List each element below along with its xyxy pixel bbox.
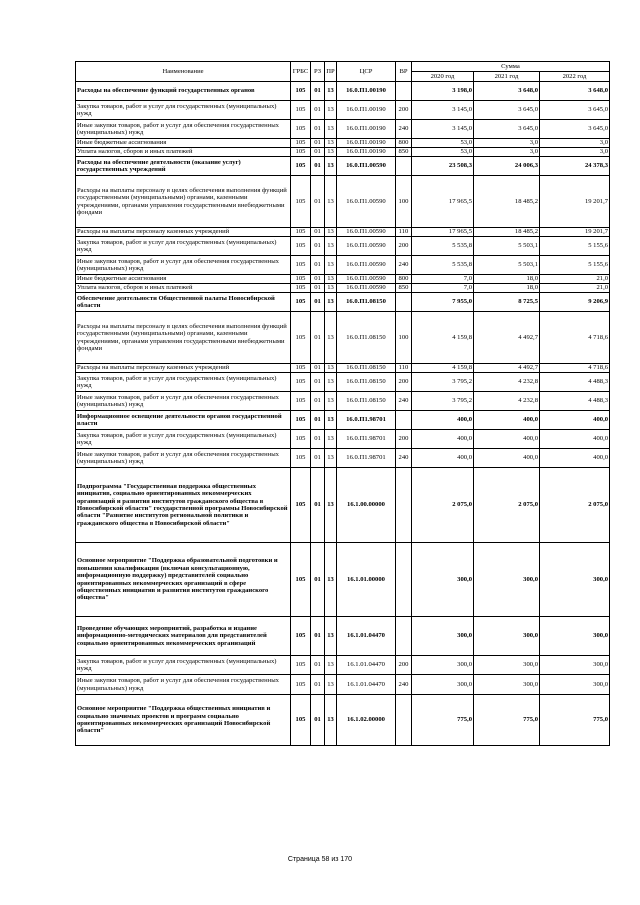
row-grbs: 105 (291, 468, 311, 543)
row-rz: 01 (311, 284, 325, 293)
row-csr: 16.0.П1.00590 (337, 237, 396, 256)
row-grbs: 105 (291, 293, 311, 312)
row-rz: 01 (311, 617, 325, 656)
row-pr: 13 (325, 120, 337, 139)
row-pr: 13 (325, 82, 337, 101)
row-pr: 13 (325, 256, 337, 275)
header-sum: Сумма (412, 62, 610, 72)
row-value-2022: 21,0 (540, 275, 610, 284)
row-vr: 200 (396, 101, 412, 120)
row-csr: 16.0.П1.00590 (337, 275, 396, 284)
row-csr: 16.1.01.04470 (337, 617, 396, 656)
row-value-2020: 300,0 (412, 675, 474, 695)
row-vr (396, 543, 412, 617)
row-grbs: 105 (291, 139, 311, 148)
row-value-2020: 3 795,2 (412, 373, 474, 392)
row-value-2022: 300,0 (540, 656, 610, 675)
row-value-2021: 3 645,0 (474, 120, 540, 139)
table-row (76, 312, 610, 364)
table-row (76, 237, 610, 256)
row-name: Закупка товаров, работ и услуг для государственных (муниципальных) нужд (76, 101, 291, 120)
row-value-2020: 400,0 (412, 411, 474, 430)
row-grbs: 105 (291, 120, 311, 139)
row-grbs: 105 (291, 228, 311, 237)
row-rz: 01 (311, 312, 325, 364)
row-name: Расходы на выплаты персоналу казенных учреждений (76, 364, 291, 373)
row-rz: 01 (311, 148, 325, 157)
row-value-2021: 3,0 (474, 148, 540, 157)
table-row (76, 695, 610, 746)
row-rz: 01 (311, 449, 325, 468)
header-year-2022: 2022 год (540, 72, 610, 82)
row-value-2021: 24 006,3 (474, 157, 540, 176)
row-pr: 13 (325, 411, 337, 430)
row-csr: 16.0.П1.00190 (337, 139, 396, 148)
row-value-2022: 5 155,6 (540, 256, 610, 275)
row-pr: 13 (325, 449, 337, 468)
row-value-2021: 5 503,1 (474, 256, 540, 275)
row-value-2021: 400,0 (474, 430, 540, 449)
row-name: Подпрограмма "Государственная поддержка общественных инициатив, социально ориентированных некоммерческих организаций и развития институтов гражданского общества в Новосибирской области" государственной программы Новосибирской области "Развитие институтов региональной политики и гражданского общества в Новосибирской области" (76, 468, 291, 543)
row-value-2020: 400,0 (412, 449, 474, 468)
row-pr: 13 (325, 468, 337, 543)
row-value-2021: 300,0 (474, 617, 540, 656)
row-value-2020: 7 955,0 (412, 293, 474, 312)
row-pr: 13 (325, 392, 337, 411)
table-row (76, 656, 610, 675)
row-rz: 01 (311, 139, 325, 148)
row-vr (396, 468, 412, 543)
row-vr (396, 617, 412, 656)
row-rz: 01 (311, 373, 325, 392)
row-vr: 240 (396, 256, 412, 275)
row-value-2022: 5 155,6 (540, 237, 610, 256)
table-row (76, 430, 610, 449)
row-value-2022: 4 718,6 (540, 312, 610, 364)
row-csr: 16.0.П1.08150 (337, 373, 396, 392)
row-value-2020: 17 965,5 (412, 228, 474, 237)
row-value-2021: 300,0 (474, 656, 540, 675)
row-name: Проведение обучающих мероприятий, разработка и издание информационно-методических материалов для представителей социально ориентированных некоммерческих организаций (76, 617, 291, 656)
row-csr: 16.1.01.04470 (337, 656, 396, 675)
row-value-2020: 3 198,0 (412, 82, 474, 101)
row-rz: 01 (311, 275, 325, 284)
row-pr: 13 (325, 237, 337, 256)
row-value-2021: 300,0 (474, 543, 540, 617)
row-value-2021: 8 725,5 (474, 293, 540, 312)
row-vr: 800 (396, 275, 412, 284)
row-name: Иные закупки товаров, работ и услуг для обеспечения государственных (муниципальных) нужд (76, 675, 291, 695)
table-row (76, 373, 610, 392)
row-value-2022: 400,0 (540, 449, 610, 468)
row-vr: 100 (396, 312, 412, 364)
table-row (76, 139, 610, 148)
row-vr: 200 (396, 373, 412, 392)
table-row (76, 120, 610, 139)
row-value-2020: 300,0 (412, 617, 474, 656)
table-row (76, 228, 610, 237)
row-value-2022: 300,0 (540, 617, 610, 656)
row-grbs: 105 (291, 449, 311, 468)
row-value-2021: 3 648,0 (474, 82, 540, 101)
row-value-2022: 400,0 (540, 411, 610, 430)
row-value-2022: 2 075,0 (540, 468, 610, 543)
row-rz: 01 (311, 392, 325, 411)
row-csr: 16.1.02.00000 (337, 695, 396, 746)
row-vr: 100 (396, 176, 412, 228)
row-grbs: 105 (291, 237, 311, 256)
row-grbs: 105 (291, 148, 311, 157)
row-pr: 13 (325, 176, 337, 228)
row-rz: 01 (311, 157, 325, 176)
row-value-2020: 23 508,3 (412, 157, 474, 176)
row-pr: 13 (325, 293, 337, 312)
header-year-2020: 2020 год (412, 72, 474, 82)
row-value-2020: 3 145,0 (412, 101, 474, 120)
row-value-2022: 19 201,7 (540, 228, 610, 237)
row-vr (396, 157, 412, 176)
row-value-2022: 9 206,9 (540, 293, 610, 312)
row-name: Расходы на обеспечение деятельности (оказание услуг) государственных учреждений (76, 157, 291, 176)
header-grbs: ГРБС (291, 62, 311, 82)
row-rz: 01 (311, 176, 325, 228)
row-value-2021: 400,0 (474, 449, 540, 468)
row-value-2021: 18,0 (474, 275, 540, 284)
table-row (76, 617, 610, 656)
row-vr: 110 (396, 228, 412, 237)
row-name: Расходы на обеспечение функций государственных органов (76, 82, 291, 101)
row-vr: 800 (396, 139, 412, 148)
row-value-2021: 4 232,8 (474, 392, 540, 411)
row-grbs: 105 (291, 430, 311, 449)
row-name: Информационное освещение деятельности органов государственной власти (76, 411, 291, 430)
row-value-2020: 53,0 (412, 148, 474, 157)
table-row (76, 101, 610, 120)
row-rz: 01 (311, 256, 325, 275)
row-rz: 01 (311, 430, 325, 449)
header-pr: ПР (325, 62, 337, 82)
row-name: Закупка товаров, работ и услуг для государственных (муниципальных) нужд (76, 430, 291, 449)
row-pr: 13 (325, 284, 337, 293)
row-vr: 240 (396, 120, 412, 139)
row-name: Расходы на выплаты персоналу в целях обеспечения выполнения функций государственными (муниципальными) органами, казенными учреждениями, органами управления государственными внебюджетными фондами (76, 176, 291, 228)
row-rz: 01 (311, 293, 325, 312)
row-grbs: 105 (291, 275, 311, 284)
row-name: Закупка товаров, работ и услуг для государственных (муниципальных) нужд (76, 373, 291, 392)
row-rz: 01 (311, 120, 325, 139)
row-rz: 01 (311, 411, 325, 430)
row-grbs: 105 (291, 82, 311, 101)
row-vr: 200 (396, 430, 412, 449)
row-csr: 16.0.П1.00190 (337, 101, 396, 120)
table-row (76, 284, 610, 293)
header-name: Наименование (76, 62, 291, 82)
row-value-2021: 400,0 (474, 411, 540, 430)
row-name: Закупка товаров, работ и услуг для государственных (муниципальных) нужд (76, 656, 291, 675)
row-grbs: 105 (291, 373, 311, 392)
row-grbs: 105 (291, 157, 311, 176)
row-csr: 16.0.П1.00190 (337, 120, 396, 139)
row-pr: 13 (325, 148, 337, 157)
row-value-2022: 4 718,6 (540, 364, 610, 373)
row-value-2020: 4 159,8 (412, 364, 474, 373)
row-vr (396, 293, 412, 312)
header-rz: РЗ (311, 62, 325, 82)
row-rz: 01 (311, 695, 325, 746)
row-value-2022: 3,0 (540, 148, 610, 157)
row-value-2020: 400,0 (412, 430, 474, 449)
row-name: Расходы на выплаты персоналу казенных учреждений (76, 228, 291, 237)
row-value-2021: 300,0 (474, 675, 540, 695)
row-vr (396, 411, 412, 430)
row-value-2022: 400,0 (540, 430, 610, 449)
row-value-2022: 21,0 (540, 284, 610, 293)
row-csr: 16.0.П1.08150 (337, 312, 396, 364)
row-csr: 16.0.П1.00590 (337, 157, 396, 176)
row-rz: 01 (311, 82, 325, 101)
row-pr: 13 (325, 695, 337, 746)
row-grbs: 105 (291, 256, 311, 275)
row-name: Иные бюджетные ассигнования (76, 139, 291, 148)
row-value-2021: 5 503,1 (474, 237, 540, 256)
row-value-2022: 300,0 (540, 543, 610, 617)
row-value-2020: 4 159,8 (412, 312, 474, 364)
row-rz: 01 (311, 101, 325, 120)
row-vr (396, 695, 412, 746)
row-pr: 13 (325, 312, 337, 364)
row-csr: 16.0.П1.08150 (337, 293, 396, 312)
row-grbs: 105 (291, 617, 311, 656)
row-value-2022: 3 645,0 (540, 120, 610, 139)
budget-table (75, 61, 610, 746)
row-value-2021: 2 075,0 (474, 468, 540, 543)
row-vr (396, 82, 412, 101)
row-vr: 200 (396, 237, 412, 256)
row-value-2022: 3 645,0 (540, 101, 610, 120)
row-name: Иные бюджетные ассигнования (76, 275, 291, 284)
table-row (76, 275, 610, 284)
row-vr: 240 (396, 392, 412, 411)
table-row (76, 411, 610, 430)
table-row (76, 392, 610, 411)
row-value-2020: 775,0 (412, 695, 474, 746)
row-pr: 13 (325, 139, 337, 148)
row-pr: 13 (325, 430, 337, 449)
table-row (76, 675, 610, 695)
row-rz: 01 (311, 237, 325, 256)
row-value-2021: 4 492,7 (474, 312, 540, 364)
row-value-2020: 5 535,8 (412, 256, 474, 275)
row-rz: 01 (311, 228, 325, 237)
row-vr: 200 (396, 656, 412, 675)
row-name: Иные закупки товаров, работ и услуг для обеспечения государственных (муниципальных) нужд (76, 256, 291, 275)
table-row (76, 148, 610, 157)
row-grbs: 105 (291, 675, 311, 695)
row-value-2021: 4 492,7 (474, 364, 540, 373)
row-name: Расходы на выплаты персоналу в целях обеспечения выполнения функций государственными (муниципальными) органами, казенными учреждениями, органами управления государственными внебюджетными фондами (76, 312, 291, 364)
row-pr: 13 (325, 157, 337, 176)
table-body (76, 82, 610, 746)
row-csr: 16.0.П1.98701 (337, 411, 396, 430)
row-csr: 16.1.01.04470 (337, 675, 396, 695)
row-name: Уплата налогов, сборов и иных платежей (76, 284, 291, 293)
row-pr: 13 (325, 228, 337, 237)
row-name: Закупка товаров, работ и услуг для государственных (муниципальных) нужд (76, 237, 291, 256)
row-vr: 240 (396, 449, 412, 468)
row-grbs: 105 (291, 695, 311, 746)
row-pr: 13 (325, 543, 337, 617)
row-rz: 01 (311, 468, 325, 543)
row-pr: 13 (325, 364, 337, 373)
row-pr: 13 (325, 373, 337, 392)
header-csr: ЦСР (337, 62, 396, 82)
row-value-2020: 7,0 (412, 275, 474, 284)
row-csr: 16.0.П1.00590 (337, 228, 396, 237)
row-value-2021: 3 645,0 (474, 101, 540, 120)
row-csr: 16.1.01.00000 (337, 543, 396, 617)
table-row (76, 176, 610, 228)
table-header (76, 62, 610, 82)
row-name: Основное мероприятие "Поддержка образовательной подготовки и повышения квалификации (включая консультационную, информационную поддержку) представителей социально ориентированных некоммерческих организаций в сфере общественных инициатив и развития институтов гражданского общества" (76, 543, 291, 617)
row-csr: 16.0.П1.00190 (337, 148, 396, 157)
row-name: Основное мероприятие "Поддержка общественных инициатив и социально значимых проектов и программ социально ориентированных некоммерческих организаций Новосибирской области" (76, 695, 291, 746)
row-csr: 16.0.П1.00590 (337, 256, 396, 275)
row-value-2020: 5 535,8 (412, 237, 474, 256)
table-row (76, 157, 610, 176)
row-value-2022: 3 648,0 (540, 82, 610, 101)
row-value-2022: 19 201,7 (540, 176, 610, 228)
row-grbs: 105 (291, 101, 311, 120)
row-value-2022: 300,0 (540, 675, 610, 695)
row-name: Иные закупки товаров, работ и услуг для обеспечения государственных (муниципальных) нужд (76, 392, 291, 411)
page-number: Страница 58 из 170 (287, 856, 353, 863)
table-row (76, 256, 610, 275)
row-value-2021: 18,0 (474, 284, 540, 293)
row-value-2020: 3 795,2 (412, 392, 474, 411)
row-vr: 850 (396, 284, 412, 293)
row-grbs: 105 (291, 364, 311, 373)
row-csr: 16.0.П1.98701 (337, 430, 396, 449)
table-row (76, 293, 610, 312)
row-csr: 16.0.П1.08150 (337, 364, 396, 373)
row-value-2020: 300,0 (412, 543, 474, 617)
row-pr: 13 (325, 101, 337, 120)
row-value-2020: 17 965,5 (412, 176, 474, 228)
row-value-2022: 4 488,3 (540, 392, 610, 411)
table-row (76, 364, 610, 373)
row-csr: 16.0.П1.00590 (337, 176, 396, 228)
row-name: Уплата налогов, сборов и иных платежей (76, 148, 291, 157)
row-value-2021: 4 232,8 (474, 373, 540, 392)
row-grbs: 105 (291, 543, 311, 617)
row-pr: 13 (325, 275, 337, 284)
table-row (76, 543, 610, 617)
row-pr: 13 (325, 617, 337, 656)
row-value-2021: 775,0 (474, 695, 540, 746)
header-year-2021: 2021 год (474, 72, 540, 82)
row-value-2021: 18 485,2 (474, 228, 540, 237)
row-value-2020: 7,0 (412, 284, 474, 293)
row-grbs: 105 (291, 176, 311, 228)
table-row (76, 468, 610, 543)
row-vr: 240 (396, 675, 412, 695)
row-csr: 16.0.П1.00190 (337, 82, 396, 101)
row-value-2020: 300,0 (412, 656, 474, 675)
row-vr: 110 (396, 364, 412, 373)
row-vr: 850 (396, 148, 412, 157)
row-rz: 01 (311, 364, 325, 373)
row-name: Иные закупки товаров, работ и услуг для обеспечения государственных (муниципальных) нужд (76, 120, 291, 139)
row-value-2020: 3 145,0 (412, 120, 474, 139)
row-grbs: 105 (291, 656, 311, 675)
row-value-2022: 4 488,3 (540, 373, 610, 392)
row-csr: 16.0.П1.98701 (337, 449, 396, 468)
row-value-2020: 2 075,0 (412, 468, 474, 543)
row-rz: 01 (311, 675, 325, 695)
row-rz: 01 (311, 543, 325, 617)
row-grbs: 105 (291, 284, 311, 293)
row-rz: 01 (311, 656, 325, 675)
row-pr: 13 (325, 656, 337, 675)
row-name: Обеспечение деятельности Общественной палаты Новосибирской области (76, 293, 291, 312)
row-csr: 16.1.00.00000 (337, 468, 396, 543)
row-pr: 13 (325, 675, 337, 695)
row-grbs: 105 (291, 411, 311, 430)
row-value-2022: 775,0 (540, 695, 610, 746)
row-grbs: 105 (291, 312, 311, 364)
row-grbs: 105 (291, 392, 311, 411)
row-value-2022: 3,0 (540, 139, 610, 148)
row-value-2020: 53,0 (412, 139, 474, 148)
header-vr: ВР (396, 62, 412, 82)
table-row (76, 82, 610, 101)
row-value-2021: 3,0 (474, 139, 540, 148)
row-csr: 16.0.П1.08150 (337, 392, 396, 411)
row-value-2021: 18 485,2 (474, 176, 540, 228)
table-row (76, 449, 610, 468)
row-csr: 16.0.П1.00590 (337, 284, 396, 293)
row-value-2022: 24 378,3 (540, 157, 610, 176)
row-name: Иные закупки товаров, работ и услуг для обеспечения государственных (муниципальных) нужд (76, 449, 291, 468)
